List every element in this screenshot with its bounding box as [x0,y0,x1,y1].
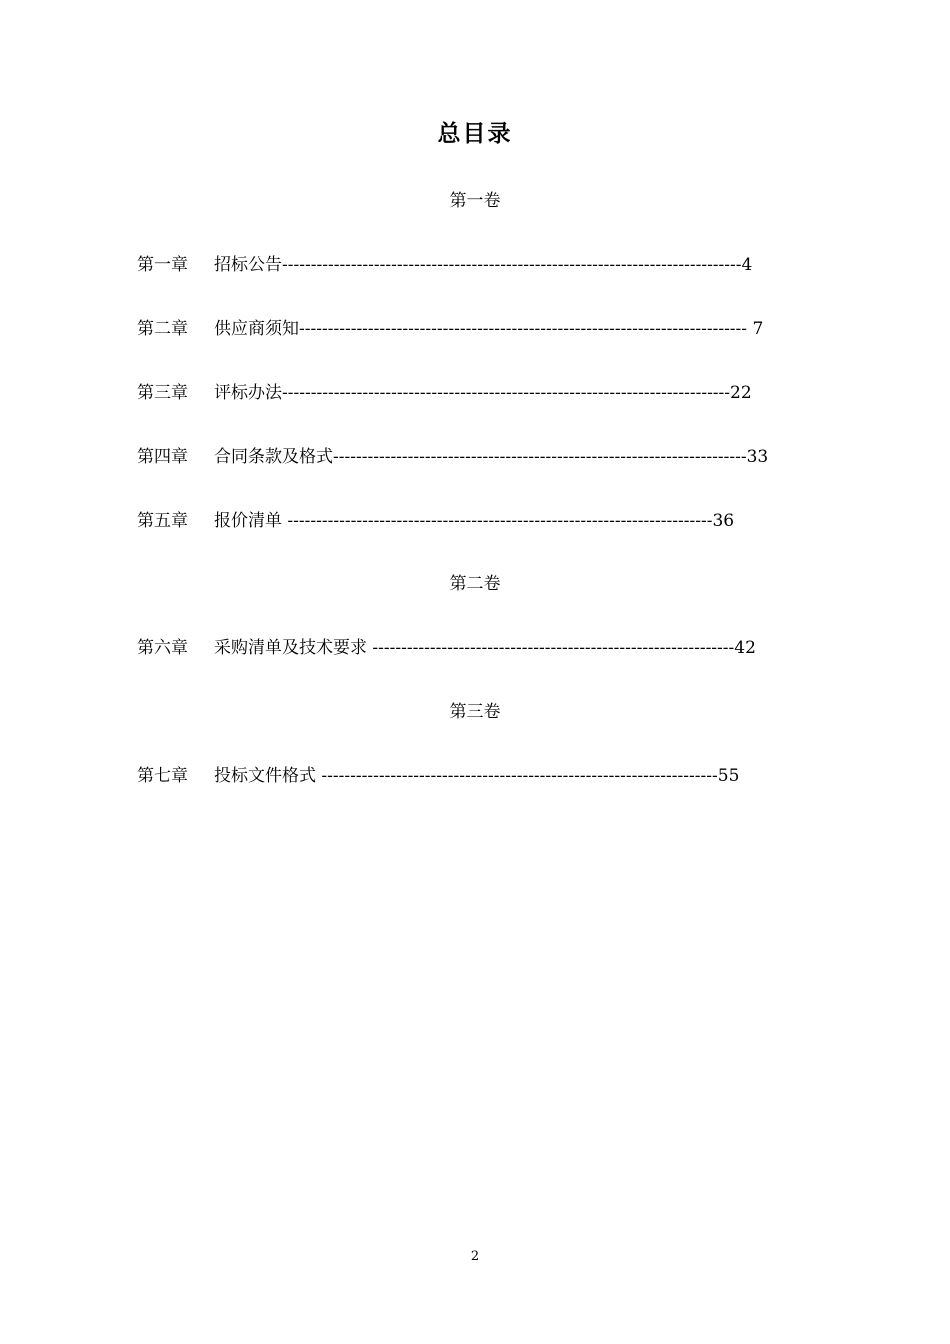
volume-heading-2: 第二卷 [449,574,501,594]
toc-chapter-title: 供应商须知------------------------------------------------------------------------------ 7 [214,319,764,339]
toc-entry[interactable] [137,445,768,469]
toc-chapter-number: 第六章 [137,638,188,658]
toc-chapter-title: 招标公告--------------------------------------------------------------------------------4 [214,255,753,275]
toc-chapter-number: 第三章 [137,383,188,403]
document-title: 总目录 [437,121,513,147]
toc-entry[interactable] [137,764,739,788]
toc-chapter-number: 第七章 [137,766,188,786]
toc-entry[interactable] [137,317,763,341]
toc-chapter-title: 合同条款及格式------------------------------------------------------------------------33 [214,447,769,467]
toc-chapter-title: 报价清单 --------------------------------------------------------------------------36 [214,511,735,531]
volume-heading-3: 第三卷 [449,702,501,722]
toc-chapter-title: 采购清单及技术要求 ---------------------------------------------------------------42 [214,638,756,658]
toc-chapter-number: 第一章 [137,255,188,275]
toc-entry[interactable] [137,636,756,660]
volume-heading-1: 第一卷 [449,191,501,211]
toc-chapter-title: 评标办法------------------------------------------------------------------------------22 [214,383,752,403]
toc-chapter-title: 投标文件格式 ---------------------------------------------------------------------55 [214,766,740,786]
toc-entry[interactable] [137,509,734,533]
toc-entry[interactable] [137,253,752,277]
page-number: 2 [470,1249,480,1264]
toc-chapter-number: 第四章 [137,447,188,467]
toc-entry[interactable] [137,381,752,405]
toc-chapter-number: 第二章 [137,319,188,339]
toc-chapter-number: 第五章 [137,511,188,531]
